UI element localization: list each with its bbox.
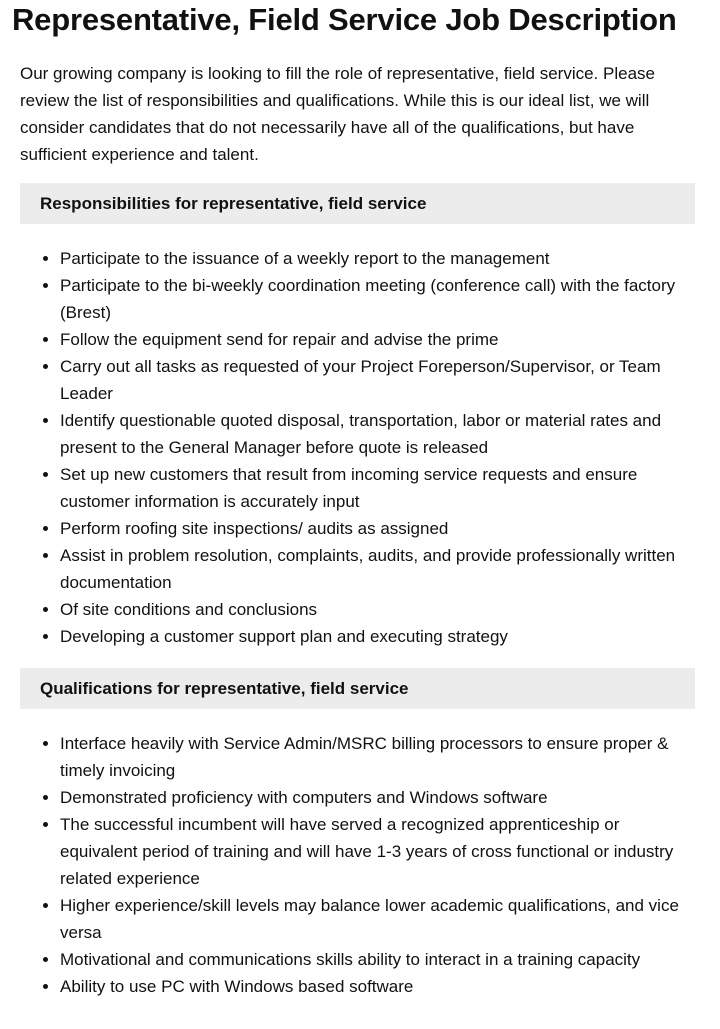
qualifications-heading: Qualifications for representative, field service: [20, 668, 695, 709]
responsibilities-section: [20, 183, 695, 650]
list-item: • Ability to use PC with Windows based software: [60, 973, 695, 1000]
list-item: • Identify questionable quoted disposal, transportation, labor or material rates and present to the General Manager before quote is released: [60, 407, 695, 461]
list-item: • Interface heavily with Service Admin/MSRC billing processors to ensure proper & timely invoicing: [60, 730, 695, 784]
list-item: • Higher experience/skill levels may balance lower academic qualifications, and vice versa: [60, 892, 695, 946]
responsibilities-list: [20, 245, 695, 650]
list-item: • Participate to the bi-weekly coordination meeting (conference call) with the factory (Brest): [60, 272, 695, 326]
qualifications-list: [20, 730, 695, 1000]
list-item: • Set up new customers that result from incoming service requests and ensure customer information is accurately input: [60, 461, 695, 515]
list-item: • Assist in problem resolution, complaints, audits, and provide professionally written documentation: [60, 542, 695, 596]
list-item: • Motivational and communications skills ability to interact in a training capacity: [60, 946, 695, 973]
list-item: • Demonstrated proficiency with computers and Windows software: [60, 784, 695, 811]
list-item: • Developing a customer support plan and executing strategy: [60, 623, 695, 650]
intro-paragraph: Our growing company is looking to fill the role of representative, field service. Please review the list of responsibilities and qualifications. While this is our ideal list, we will consider candidates that do not necessarily have all of the qualifications, but have sufficient experience and talent.: [20, 64, 655, 164]
list-item: • Follow the equipment send for repair and advise the prime: [60, 326, 695, 353]
list-item: • Participate to the issuance of a weekly report to the management: [60, 245, 695, 272]
responsibilities-heading: Responsibilities for representative, field service: [20, 183, 695, 224]
list-item: • Carry out all tasks as requested of your Project Foreperson/Supervisor, or Team Leader: [60, 353, 695, 407]
list-item: • The successful incumbent will have served a recognized apprenticeship or equivalent period of training and will have 1-3 years of cross functional or industry related experience: [60, 811, 695, 892]
list-item: • Of site conditions and conclusions: [60, 596, 695, 623]
page-title: Representative, Field Service Job Description: [12, 2, 677, 37]
qualifications-section: [20, 668, 695, 1000]
list-item: • Perform roofing site inspections/ audits as assigned: [60, 515, 695, 542]
